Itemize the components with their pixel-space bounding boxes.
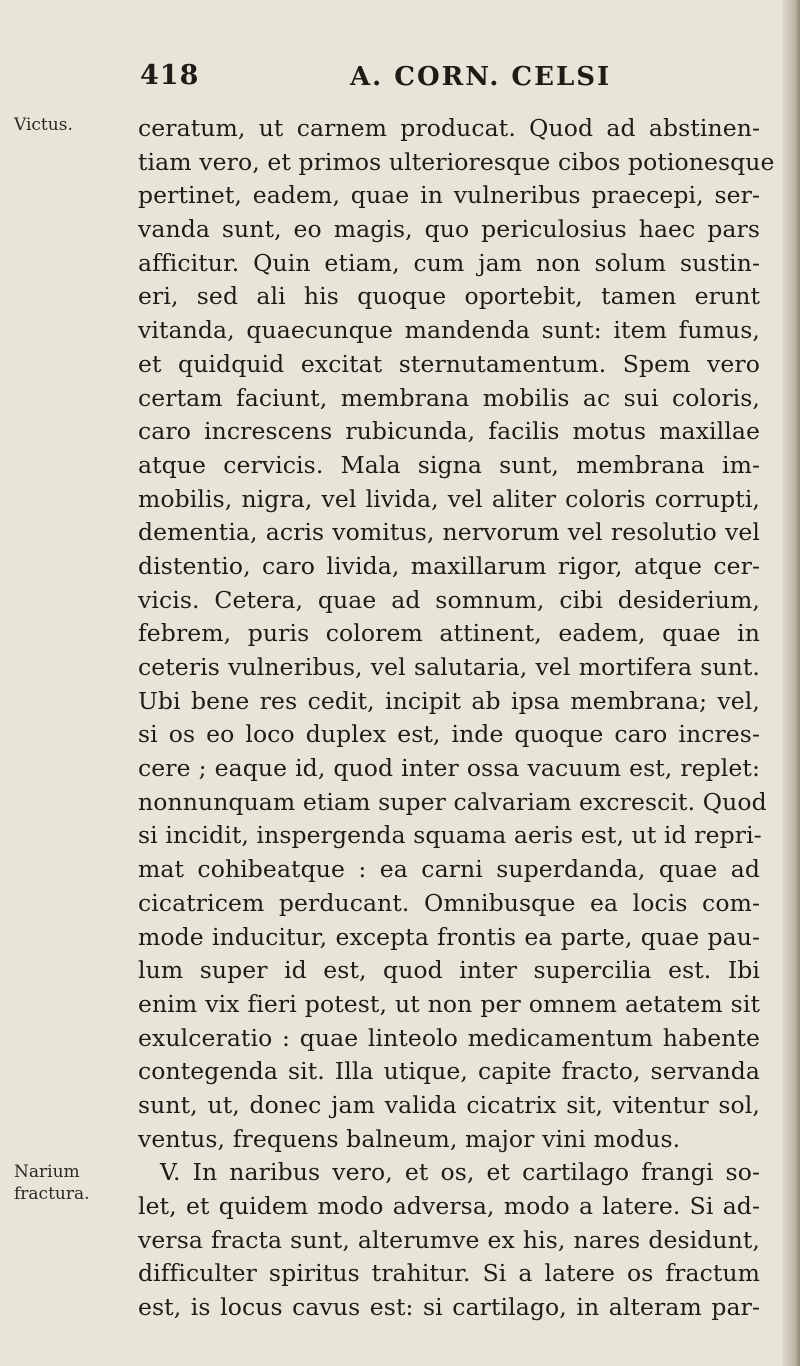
text-line: vanda sunt, eo magis, quo periculosius haec pars bbox=[138, 215, 760, 244]
text-line: cicatricem perducant. Omnibusque ea locis com- bbox=[138, 888, 760, 917]
text-line: est, is locus cavus est: si cartilago, in alteram par- bbox=[138, 1293, 760, 1322]
text-line: mobilis, nigra, vel livida, vel aliter coloris corrupti, bbox=[138, 484, 760, 513]
text-line: dementia, acris vomitus, nervorum vel resolutio vel bbox=[138, 518, 760, 547]
text-line: versa fracta sunt, alterumve ex his, nares desidunt, bbox=[138, 1225, 760, 1254]
margin-note-line: Narium bbox=[14, 1162, 80, 1182]
text-line: sunt, ut, donec jam valida cicatrix sit, vitentur sol, bbox=[138, 1090, 760, 1119]
text-line: tiam vero, et primos ulterioresque cibos potionesque bbox=[138, 147, 775, 176]
margin-note-line: Victus. bbox=[14, 115, 73, 135]
page-header bbox=[140, 60, 740, 100]
text-line: afficitur. Quin etiam, cum jam non solum sustin- bbox=[138, 248, 760, 277]
text-line: ceteris vulneribus, vel salutaria, vel mortifera sunt. bbox=[138, 653, 760, 681]
text-line: enim vix fieri potest, ut non per omnem aetatem sit bbox=[138, 989, 760, 1018]
margin-note-victus bbox=[14, 114, 134, 136]
running-head: A. CORN. CELSI bbox=[350, 62, 612, 92]
text-line: eri, sed ali his quoque oportebit, tamen erunt bbox=[138, 282, 760, 311]
text-line: ceratum, ut carnem producat. Quod ad abstinen- bbox=[138, 114, 760, 142]
text-line: mode inducitur, excepta frontis ea parte, quae pau- bbox=[138, 922, 760, 951]
text-line: difficulter spiritus trahitur. Si a latere os fractum bbox=[138, 1259, 760, 1288]
text-line: Ubi bene res cedit, incipit ab ipsa membrana; vel, bbox=[138, 686, 760, 715]
page-edge-shadow bbox=[782, 0, 800, 1366]
text-line: exulceratio : quae linteolo medicamentum habente bbox=[138, 1023, 760, 1052]
text-line: cere ; eaque id, quod inter ossa vacuum est, replet: bbox=[138, 754, 760, 783]
margin-note-narium-fractura bbox=[14, 1161, 134, 1205]
text-line: atque cervicis. Mala signa sunt, membrana im- bbox=[138, 450, 760, 479]
text-line: lum super id est, quod inter supercilia est. Ibi bbox=[138, 956, 760, 985]
text-line: caro increscens rubicunda, facilis motus maxillae bbox=[138, 417, 760, 446]
body-text bbox=[138, 112, 775, 1325]
text-line: let, et quidem modo adversa, modo a latere. Si ad- bbox=[138, 1192, 760, 1220]
text-line: si os eo loco duplex est, inde quoque caro incres- bbox=[138, 720, 760, 749]
text-line: vitanda, quaecunque mandenda sunt: item fumus, bbox=[138, 316, 760, 345]
text-line: pertinet, eadem, quae in vulneribus praecepi, ser- bbox=[138, 181, 760, 210]
text-line: distentio, caro livida, maxillarum rigor, atque cer- bbox=[138, 551, 760, 580]
text-line: vicis. Cetera, quae ad somnum, cibi desiderium, bbox=[138, 585, 760, 614]
text-line: mat cohibeatque : ea carni superdanda, quae ad bbox=[138, 855, 760, 884]
text-line: febrem, puris colorem attinent, eadem, quae in bbox=[138, 619, 760, 648]
page-number: 418 bbox=[140, 60, 200, 91]
text-line: ventus, frequens balneum, major vini modus. bbox=[138, 1124, 681, 1153]
text-line: si incidit, inspergenda squama aeris est, ut id repri- bbox=[138, 821, 762, 850]
text-line: V. In naribus vero, et os, et cartilago frangi so- bbox=[160, 1158, 760, 1187]
text-line: nonnunquam etiam super calvariam excrescit. Quod bbox=[138, 787, 767, 816]
text-line: certam faciunt, membrana mobilis ac sui coloris, bbox=[138, 383, 760, 412]
margin-note-line: fractura. bbox=[14, 1184, 90, 1204]
text-line: et quidquid excitat sternutamentum. Spem vero bbox=[138, 349, 760, 378]
text-line: contegenda sit. Illa utique, capite fracto, servanda bbox=[138, 1057, 760, 1086]
